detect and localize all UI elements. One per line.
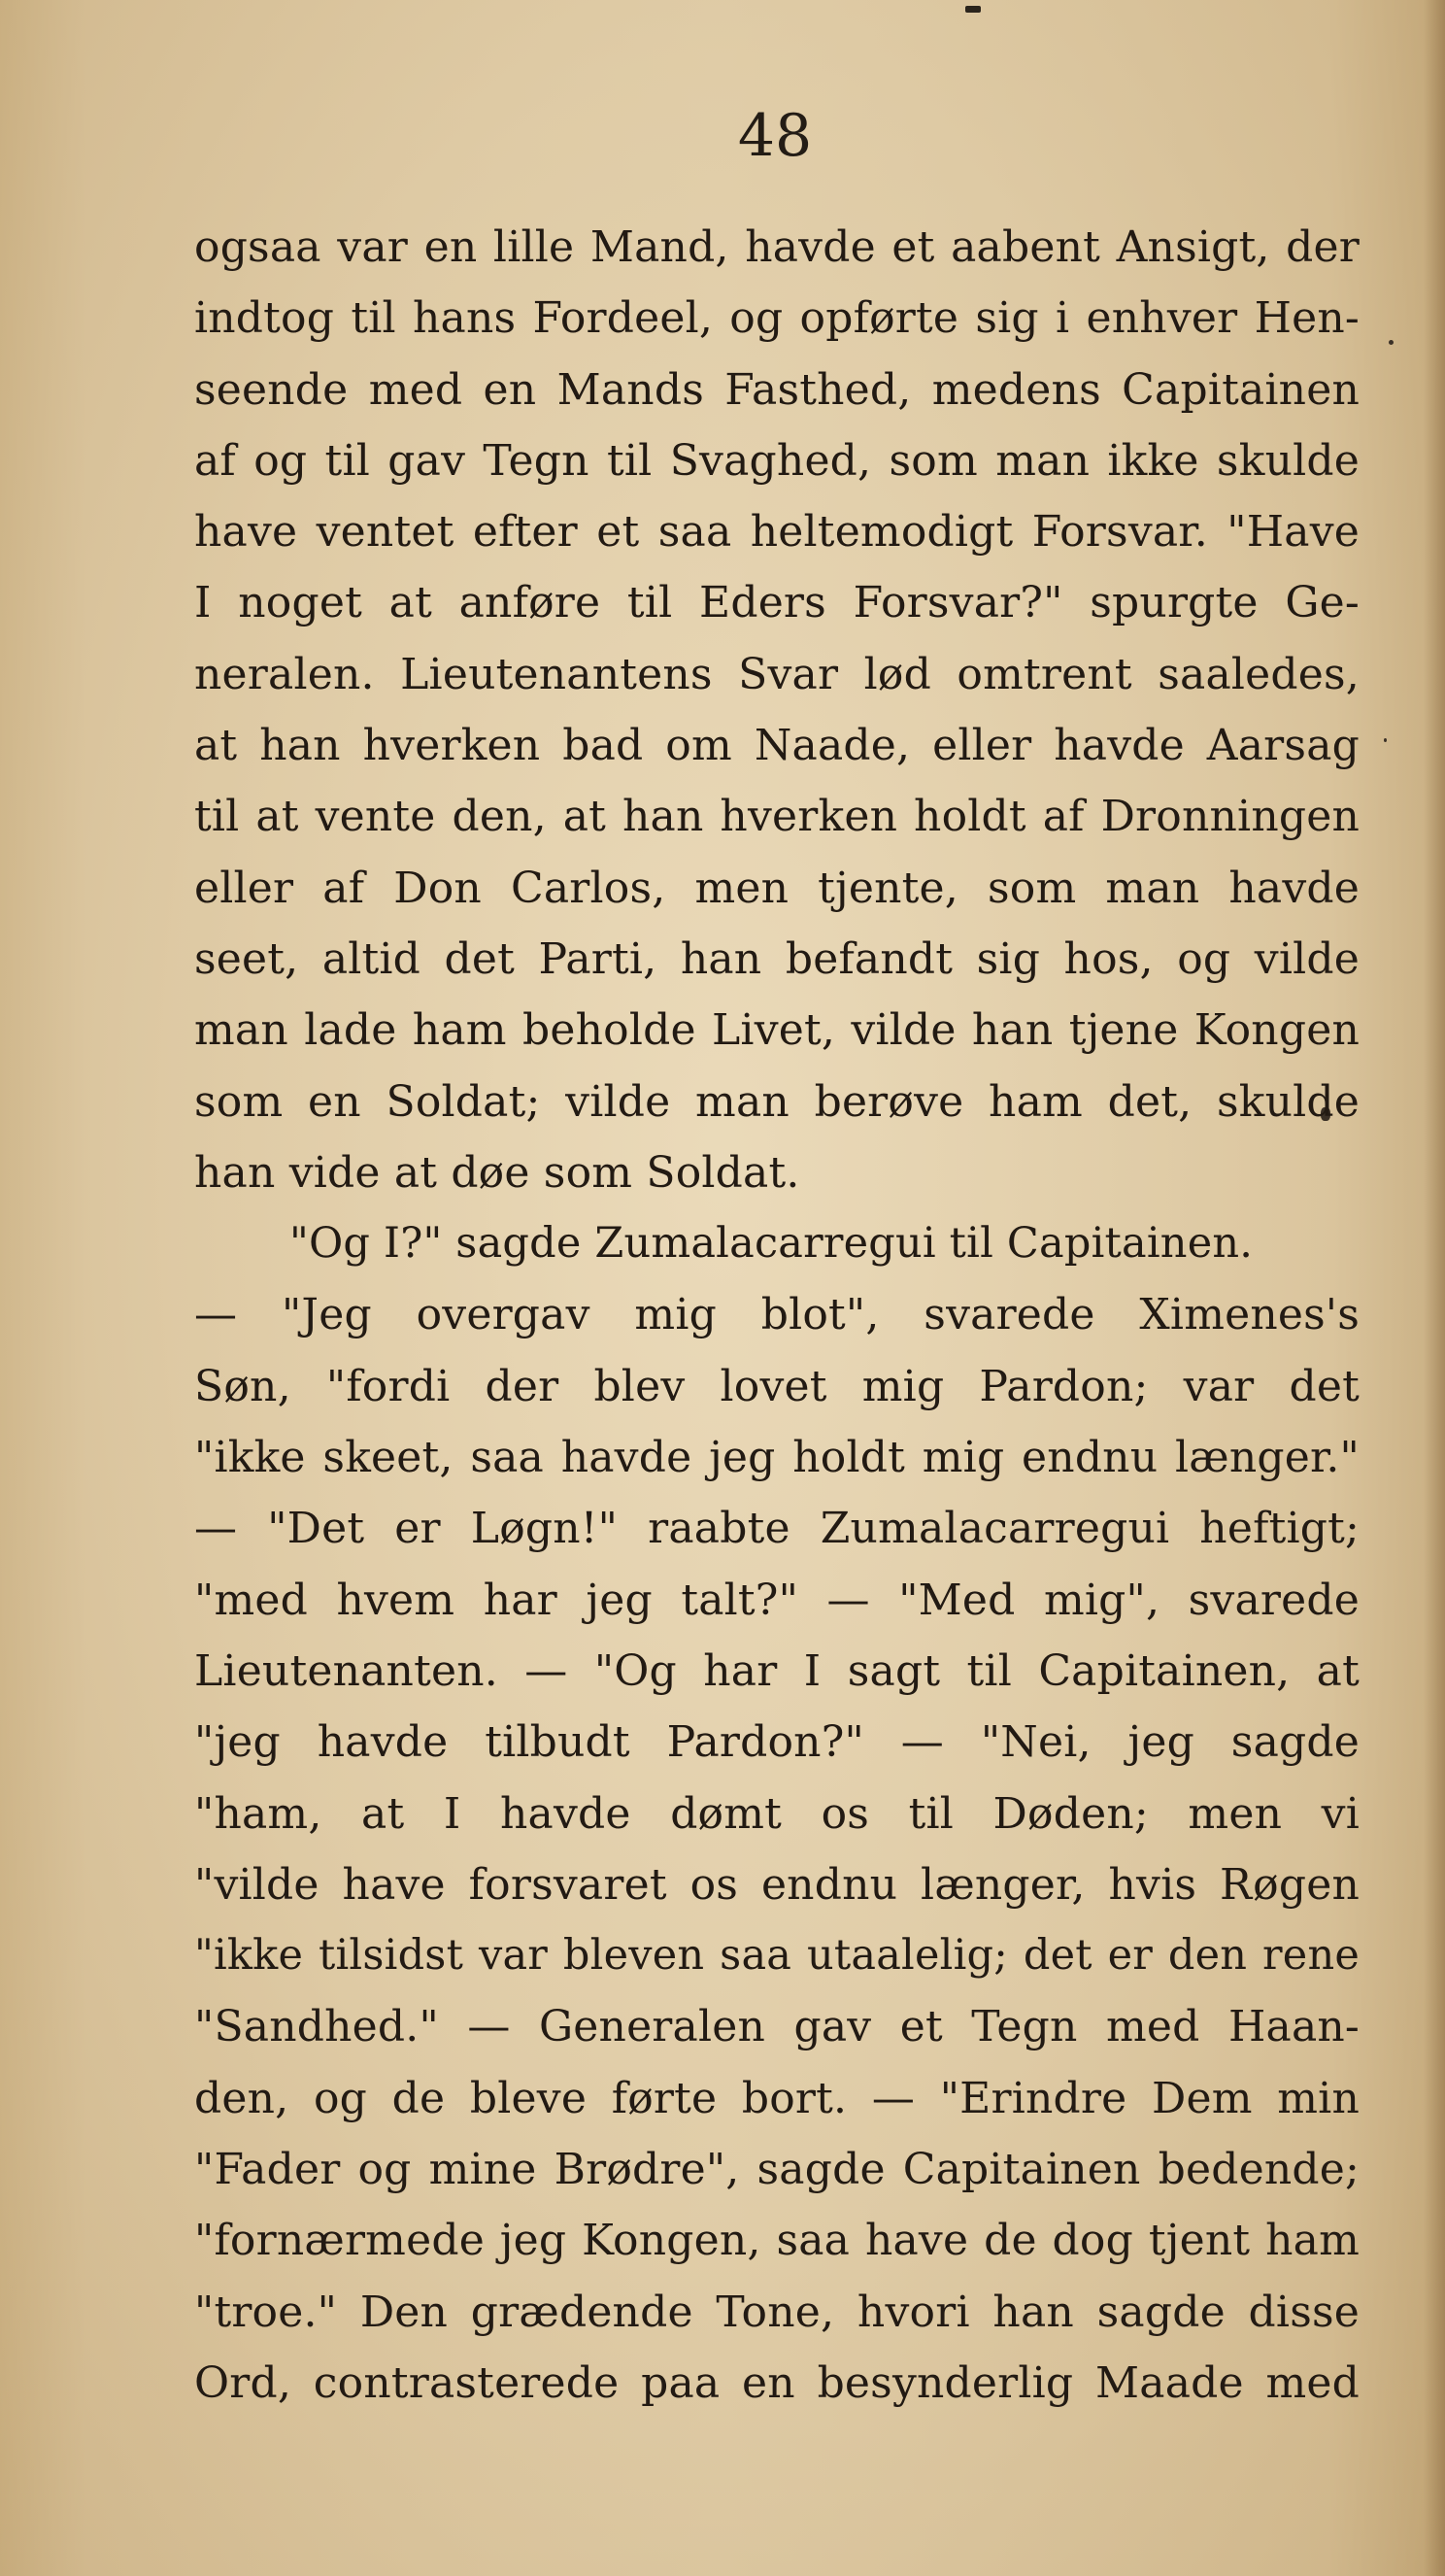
text-line: "Fader og mine Brødre", sagde Capitainen bedende; <box>194 2145 1360 2195</box>
text-line: have ventet efter et saa heltemodigt Forsvar. "Have <box>194 507 1360 558</box>
text-line: Lieutenanten. — "Og har I sagt til Capitainen, at <box>194 1645 1360 1696</box>
text-line: "jeg havde tilbudt Pardon?" — "Nei, jeg sagde <box>194 1717 1360 1768</box>
text-line: Ord, contrasterede paa en besynderlig Maade med <box>194 2357 1360 2408</box>
text-line: ogsaa var en lille Mand, havde et aabent Ansigt, der <box>194 222 1360 272</box>
text-line: "fornærmede jeg Kongen, saa have de dog tjent ham <box>194 2216 1360 2266</box>
ink-speck <box>1389 340 1394 345</box>
text-line: Søn, "fordi der blev lovet mig Pardon; var det <box>194 1361 1360 1411</box>
text-line: — "Jeg overgav mig blot", svarede Ximenes's <box>194 1290 1360 1340</box>
text-line: til at vente den, at han hverken holdt af Dronningen <box>194 792 1360 842</box>
text-line: neralen. Lieutenantens Svar lød omtrent saaledes, <box>194 649 1360 699</box>
page-number-text: 48 <box>737 102 813 170</box>
text-line: man lade ham beholde Livet, vilde han tjene Kongen <box>194 1005 1360 1056</box>
text-line: "ham, at I havde dømt os til Døden; men vi <box>194 1788 1360 1839</box>
ink-mark <box>965 6 981 13</box>
text-line: eller af Don Carlos, men tjente, som man havde <box>194 863 1360 913</box>
page-number <box>0 97 1445 175</box>
text-line: som en Soldat; vilde man berøve ham det, skulde <box>194 1076 1360 1127</box>
text-line: "med hvem har jeg talt?" — "Med mig", svarede <box>194 1575 1360 1625</box>
text-line: seende med en Mands Fasthed, medens Capitainen <box>194 364 1360 415</box>
text-line: seet, altid det Parti, han befandt sig hos, og vilde <box>194 933 1360 984</box>
text-line: "ikke skeet, saa havde jeg holdt mig endnu længer." <box>194 1433 1360 1483</box>
text-line: den, og de bleve førte bort. — "Erindre Dem min <box>194 2073 1360 2123</box>
text-line: han vide at døe som Soldat. <box>194 1147 800 1198</box>
body-text <box>194 212 1360 2419</box>
text-line: "Sandhed." — Generalen gav et Tegn med Haan- <box>194 2002 1360 2052</box>
text-line: — "Det er Løgn!" raabte Zumalacarregui heftigt; <box>194 1504 1360 1554</box>
text-line: I noget at anføre til Eders Forsvar?" spurgte Ge- <box>194 578 1360 628</box>
text-line: "vilde have forsvaret os endnu længer, hvis Røgen <box>194 1859 1360 1910</box>
text-line: "Og I?" sagde Zumalacarregui til Capitainen. <box>289 1219 1254 1269</box>
text-line: "troe." Den grædende Tone, hvori han sagde disse <box>194 2287 1360 2337</box>
text-line: at han hverken bad om Naade, eller havde Aarsag <box>194 721 1360 771</box>
ink-speck <box>1384 738 1387 742</box>
text-line: indtog til hans Fordeel, og opførte sig i enhver Hen- <box>194 293 1360 344</box>
text-line: af og til gav Tegn til Svaghed, som man ikke skulde <box>194 435 1360 486</box>
page-edge-shadow <box>1424 0 1445 2576</box>
text-line: "ikke tilsidst var bleven saa utaalelig; det er den rene <box>194 1931 1360 1981</box>
